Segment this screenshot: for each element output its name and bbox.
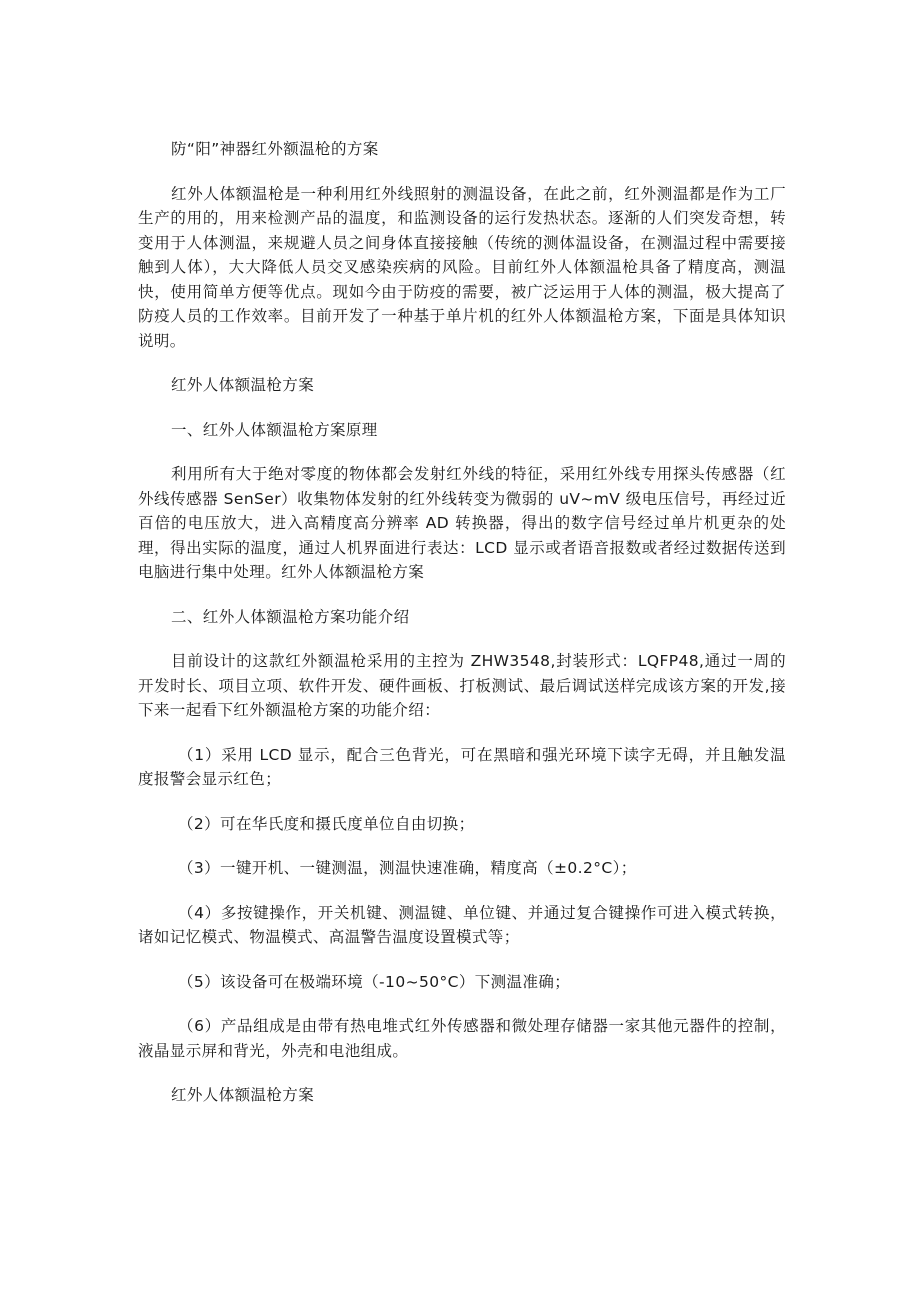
intro-paragraph: 红外人体额温枪是一种利用红外线照射的测温设备，在此之前，红外测温都是作为工厂生产的用的，用来检测产品的温度，和监测设备的运行发热状态。逐渐的人们突发奇想，转变用于人体测温，来规避人员之间身体直接接触（传统的测体温设备，在测温过程中需要接触到人体），大大降低人员交叉感染疾病的风险。目前红外人体额温枪具备了精度高，测温快，使用简单方便等优点。现如今由于防疫的需要，被广泛运用于人体的测温，极大提高了防疫人员的工作效率。目前开发了一种基于单片机的红外人体额温枪方案，下面是具体知识说明。 bbox=[138, 184, 786, 350]
feature-item: （3）一键开机、一键测温，测温快速准确，精度高（±0.2°C）； bbox=[178, 859, 637, 877]
feature-item: （6）产品组成是由带有热电堆式红外传感器和微处理存储器一家其他元器件的控制，液晶显示屏和背光，外壳和电池组成。 bbox=[138, 1017, 786, 1060]
document-title: 防“阳”神器红外额温枪的方案 bbox=[171, 140, 379, 158]
section-heading: 红外人体额温枪方案 bbox=[171, 1086, 315, 1104]
feature-item: （4）多按键操作，开关机键、测温键、单位键、并通过复合键操作可进入模式转换，诸如记忆模式、物温模式、高温警告温度设置模式等； bbox=[138, 903, 786, 946]
section-2-body: 目前设计的这款红外额温枪采用的主控为 ZHW3548,封装形式：LQFP48,通过一周的开发时长、项目立项、软件开发、硬件画板、打板测试、最后调试送样完成该方案的开发,接下来一起看下红外额温枪方案的功能介绍： bbox=[138, 652, 786, 719]
feature-item: （5）该设备可在极端环境（-10~50°C）下测温准确； bbox=[178, 972, 571, 991]
feature-item: （1）采用 LCD 显示，配合三色背光，可在黑暗和强光环境下读字无碍，并且触发温度报警会显示红色； bbox=[138, 745, 786, 788]
section-1-title: 一、红外人体额温枪方案原理 bbox=[171, 420, 378, 439]
section-heading: 红外人体额温枪方案 bbox=[171, 376, 315, 394]
document-page bbox=[138, 137, 786, 1108]
section-1-body: 利用所有大于绝对零度的物体都会发射红外线的特征，采用红外线专用探头传感器（红外线传感器 SenSer）收集物体发射的红外线转变为微弱的 uV~mV 级电压信号，再经过近百倍的电压放大，进入高精度高分辨率 AD 转换器，得出的数字信号经过单片机更杂的处理，得出实际的温度，通过人机界面进行表达：LCD 显示或者语音报数或者经过数据传送到电脑进行集中处理。红外人体额温枪方案 bbox=[138, 465, 786, 581]
feature-item: （2）可在华氏度和摄氏度单位自由切换； bbox=[178, 814, 475, 833]
section-2-title: 二、红外人体额温枪方案功能介绍 bbox=[171, 607, 410, 626]
